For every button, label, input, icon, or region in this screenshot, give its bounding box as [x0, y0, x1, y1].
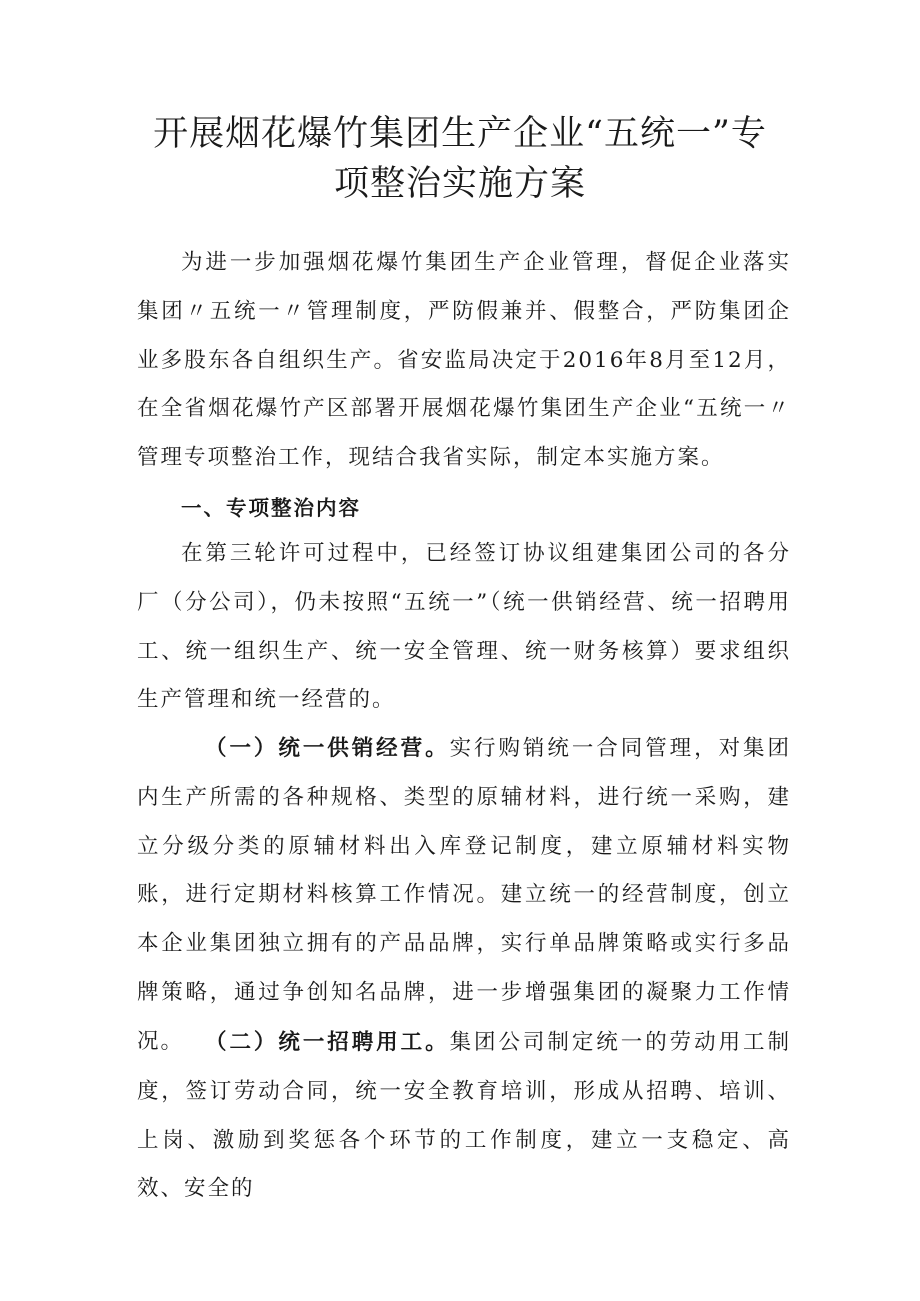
document-title-line-2: 项整治实施方案 — [333, 164, 586, 204]
item-2-paragraph — [137, 1019, 791, 1214]
item-2-body: 集团公司制定统一的劳动用工制度，签订劳动合同，统一安全教育培训，形成从招聘、培训、上岗、激励到奖惩各个环节的工作制度，建立一支稳定、高效、安全的 — [137, 1030, 791, 1202]
section-heading-1: 一、专项整治内容 — [181, 496, 361, 520]
item-2-lead: （二）统一招聘用工。 — [205, 1030, 450, 1055]
section-1-paragraph: 在第三轮许可过程中，已经签订协议组建集团公司的各分厂（分公司），仍未按照“五统一”（统一供销经营、统一招聘用工、统一组织生产、统一安全管理、统一财务核算）要求组织生产管理和统一经营的。 — [137, 541, 791, 713]
item-1-body: 实行购销统一合同管理，对集团内生产所需的各种规格、类型的原辅材料，进行统一采购，建立分级分类的原辅材料出入库登记制度，建立原辅材料实物账，进行定期材料核算工作情况。建立统一的经营制度，创立本企业集团独立拥有的产品品牌，实行单品牌策略或实行多品牌策略，通过争创知名品牌，进一步增强集团的凝聚力工作情况。 — [137, 736, 791, 1054]
item-1-paragraph — [137, 725, 791, 1067]
intro-paragraph: 为进一步加强烟花爆竹集团生产企业管理，督促企业落实集团〃五统一〃管理制度，严防假兼并、假整合，严防集团企业多股东各自组织生产。省安监局决定于2016年8月至12月，在全省烟花爆竹产区部署开展烟花爆竹集团生产企业“五统一〃管理专项整治工作，现结合我省实际，制定本实施方案。 — [137, 250, 791, 471]
item-1-lead: （一）统一供销经营。 — [205, 736, 450, 761]
document-title-line-1: 开展烟花爆竹集团生产企业“五统一”专 — [153, 114, 767, 154]
